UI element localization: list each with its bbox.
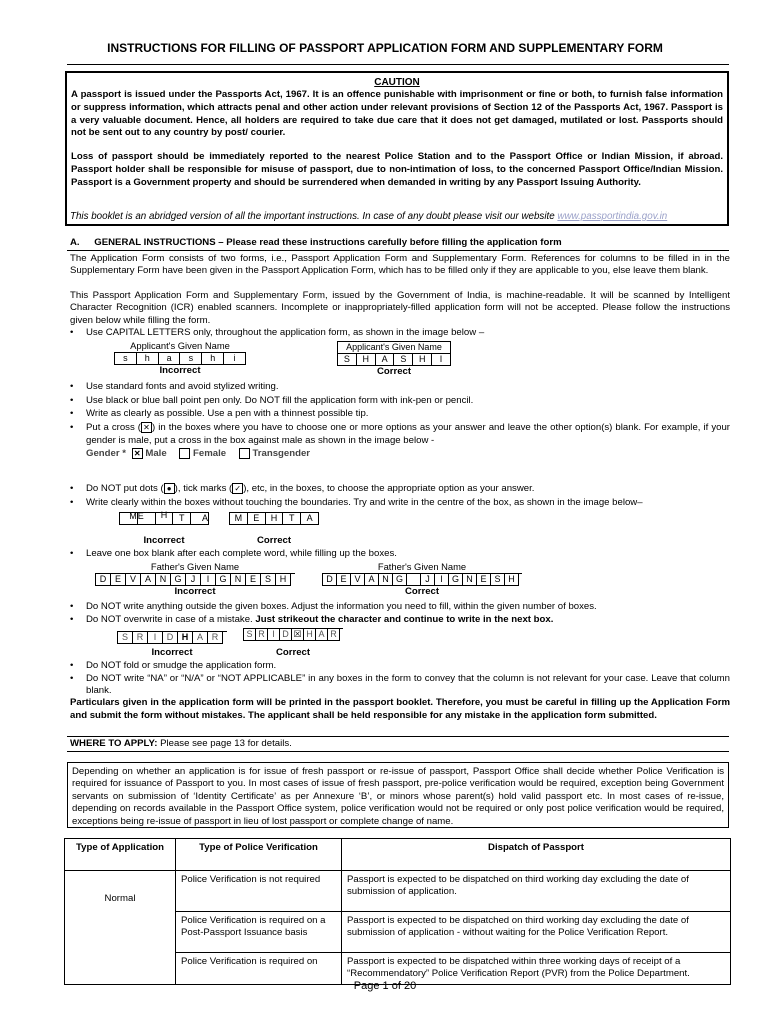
cell: J <box>421 574 435 586</box>
website-link[interactable]: www.passportindia.gov.in <box>557 211 668 222</box>
table-row <box>65 871 731 912</box>
dot-box-icon: ● <box>164 483 175 494</box>
cell: V <box>126 574 141 586</box>
label-incorrect: Incorrect <box>174 586 216 598</box>
gender-male-checkbox: ✕ <box>132 448 143 459</box>
cell: S <box>244 629 256 641</box>
gender-transgender: Transgender <box>252 448 311 460</box>
cell-verification: Police Verification is not required <box>176 871 342 912</box>
caution-para-1: A passport is issued under the Passports Act, 1967. It is an offence punishable with imprisonment or fine or both, to furnish false information or suppress information, which attracts penal and other action under relevant provisions of Section 12 of the Passports Act, 1967. Passport is a very valuable document. Hence, all holders are required to take due care that it does not get damaged, mutilated or lost. Passports should not be sent out to any country by post/ courier. <box>71 89 723 139</box>
label-correct: Correct <box>404 586 440 598</box>
booklet-note-text: This booklet is an abridged version of all the important instructions. In case of any doubt please visit our website <box>70 211 558 222</box>
cell: A <box>141 574 156 586</box>
cell: A <box>316 629 328 641</box>
cell: D <box>163 632 178 644</box>
cell: R <box>328 629 340 641</box>
section-a-heading <box>70 237 730 249</box>
gender-male: Male <box>145 448 167 460</box>
cell: S <box>491 574 505 586</box>
booklet-note <box>70 211 730 224</box>
bullet-clearly: • Write as clearly as possible. Use a pen with a thinnest possible tip. <box>70 408 730 420</box>
section-a-para-2: This Passport Application Form and Supplementary Form, issued by the Government of India, is machine-readable. It will be scanned by Intelligent Character Recognition (ICR) enabled scanners. Incomplete or inappropriately-filled application form will not be accepted. Please follow the instructions given below while filling the form. <box>70 290 730 326</box>
bullet-within: • Write clearly within the boxes without touching the boundaries. Try and write in the centre of the box, as shown in the image below– <box>70 497 730 509</box>
cell: T <box>283 513 301 525</box>
cell: i <box>224 353 246 365</box>
where-label: WHERE TO APPLY: <box>70 738 158 749</box>
cell: H <box>357 354 376 366</box>
cell: D <box>96 574 111 586</box>
cell: H <box>276 574 291 586</box>
example-incorrect-capital <box>114 340 246 378</box>
header-dispatch: Dispatch of Passport <box>342 839 731 871</box>
cell-dispatch: Passport is expected to be dispatched on third working day excluding the date of submission of application. <box>342 871 731 912</box>
cell: a <box>159 353 181 365</box>
bullet-cross: • Put a cross ( ✕ ) in the boxes where you have to choose one or more options as your answer and leave the other option(s) blank. For example, if your gender is male, put a cross in the box against male as shown in the image below - <box>70 422 730 447</box>
cell: h <box>137 353 159 365</box>
strikeout-cell-icon: ☒ <box>292 629 304 641</box>
gender-female-checkbox <box>179 448 190 459</box>
gender-example <box>86 448 310 461</box>
cell <box>407 574 421 586</box>
title-rule <box>67 64 729 65</box>
cell: N <box>231 574 246 586</box>
section-a-rule <box>67 250 729 251</box>
bullet-na: • Do NOT write “NA” or “N/A” or “NOT APPLICABLE” in any boxes in the form to convey that the column is not relevant for your case. Leave that column blank. <box>70 673 730 698</box>
correct-cells <box>337 354 451 366</box>
cell-dispatch: Passport is expected to be dispatched on third working day excluding the date of submission of application - without waiting for the Police Verification Report. <box>342 912 731 953</box>
cell: E <box>138 513 156 525</box>
cell: H <box>156 513 174 525</box>
cell: H <box>266 513 284 525</box>
cell: H <box>505 574 519 586</box>
cell: s <box>180 353 202 365</box>
cell: G <box>171 574 186 586</box>
label-correct: Correct <box>256 535 292 546</box>
cell: H <box>304 629 316 641</box>
section-a-title: GENERAL INSTRUCTIONS – Please read these instructions carefully before filling the application form <box>94 237 562 248</box>
particulars-note: Particulars given in the application form will be printed in the passport booklet. Therefore, you must be careful in filling up the Application Form and submit the form without mistakes. The applicant shall be held responsible for any mistake in the application form submitted. <box>70 697 730 721</box>
bullet-outside: • Do NOT write anything outside the given boxes. Adjust the information you need to fill, within the given number of boxes. <box>70 601 730 613</box>
cell: E <box>477 574 491 586</box>
cell: I <box>148 632 163 644</box>
incorrect-cells <box>114 352 246 365</box>
cell: I <box>435 574 449 586</box>
cell: N <box>379 574 393 586</box>
label-correct: Correct <box>275 647 311 658</box>
example-father-correct <box>322 561 522 599</box>
cell: A <box>376 354 395 366</box>
cell: J <box>186 574 201 586</box>
section-a-para-1: The Application Form consists of two forms, i.e., Passport Application Form and Supplementary Form. References for columns to be filled in in the Supplementary Form have been given in the Passport Application Form, which has to be filled only if they are applicable to you, else leave them blank. <box>70 253 730 277</box>
header-type-application: Type of Application <box>65 839 176 871</box>
cell-dispatch: Passport is expected to be dispatched within three working days of receipt of a “Recommendatory” Police Verification Report (PVR) from the Police Department. <box>342 953 731 985</box>
cell: h <box>202 353 224 365</box>
cell: D <box>323 574 337 586</box>
example-mehta-correct <box>229 512 319 547</box>
where-to-apply <box>67 736 729 752</box>
bullet-overwrite: • Do NOT overwrite in case of a mistake. Just strikeout the character and continue to write in the next box. <box>70 614 730 626</box>
cell: N <box>156 574 171 586</box>
cell: E <box>246 574 261 586</box>
caution-para-2: Loss of passport should be immediately reported to the nearest Police Station and to the Passport Office or Indian Mission, if abroad. Passport holder shall be responsible for misuse of passport, due to non-intimation of loss, to the concerned Passport Office/Indian Mission. Passport is a Government property and should be surrendered when demanded in writing by any Passport Issuing Authority. <box>71 151 723 188</box>
example-correct-capital <box>337 341 451 378</box>
cell: I <box>432 354 451 366</box>
label-incorrect: Incorrect <box>159 365 201 377</box>
example-father-incorrect <box>95 561 295 599</box>
bullet-blank: • Leave one box blank after each complete word, while filling up the boxes. <box>70 548 730 560</box>
cell: S <box>118 632 133 644</box>
cell: R <box>208 632 223 644</box>
bullet-fonts: • Use standard fonts and avoid stylized writing. <box>70 381 730 393</box>
cell: s <box>115 353 137 365</box>
header-type-verification: Type of Police Verification <box>176 839 342 871</box>
cell: A <box>301 513 319 525</box>
cell: T <box>173 513 191 525</box>
example-sridhar-incorrect <box>117 631 227 659</box>
example-mehta-incorrect <box>119 512 209 547</box>
bullet-capital: • Use CAPITAL LETTERS only, throughout the application form, as shown in the image below – <box>70 327 730 339</box>
label-correct: Correct <box>376 366 412 377</box>
father-label-incorrect: Father's Given Name <box>150 561 240 572</box>
tick-box-icon: ✓ <box>232 483 243 494</box>
cell: H <box>413 354 432 366</box>
page-title: INSTRUCTIONS FOR FILLING OF PASSPORT APPLICATION FORM AND SUPPLEMENTARY FORM <box>107 41 663 55</box>
cell: E <box>248 513 266 525</box>
cell-type-normal: Normal <box>65 871 176 985</box>
cell: R <box>256 629 268 641</box>
cross-box-icon: ✕ <box>141 422 152 433</box>
caution-box <box>65 71 729 226</box>
label-incorrect: Incorrect <box>143 535 185 546</box>
example-sridhar-correct <box>243 628 343 659</box>
verification-table <box>64 838 731 985</box>
gender-female: Female <box>193 448 227 460</box>
cell: R <box>133 632 148 644</box>
cell: E <box>337 574 351 586</box>
applicant-label-correct: Applicant's Given Name <box>337 341 451 354</box>
cell: G <box>449 574 463 586</box>
caution-heading: CAUTION <box>374 77 420 88</box>
cell: M <box>120 513 138 525</box>
cell: N <box>463 574 477 586</box>
cell: I <box>268 629 280 641</box>
father-label-correct: Father's Given Name <box>377 561 467 572</box>
cell: S <box>261 574 276 586</box>
gender-label: Gender * <box>86 448 126 460</box>
cell: E <box>111 574 126 586</box>
cell: I <box>201 574 216 586</box>
bullet-dots: • Do NOT put dots ( ● ), tick marks ( ✓ ), etc, in the boxes, to choose the appropriate option as your answer. <box>70 483 730 496</box>
cell: M <box>230 513 248 525</box>
bullet-pen: • Use black or blue ball point pen only. Do NOT fill the application form with ink-pen or pencil. <box>70 395 730 407</box>
cell: G <box>216 574 231 586</box>
bullet-fold: • Do NOT fold or smudge the application form. <box>70 660 730 672</box>
verification-box: Depending on whether an application is for issue of fresh passport or re-issue of passport, Passport Office shall decide whether Police Verification is required for issuance of Passport to you. In most cases of issue of fresh passport, pre-police verification would be required, exception being Government servants on submission of ‘Identity Certificate’ as per Annexure ‘B’, or minors whose parent(s) hold valid passport etc. In most cases of re-issue, depending on records available in the Passport Office system, police verification would not be required or only post police verification would be required, exceptions being re-issue of passport in lieu of lost passport or complete change of name. <box>67 762 729 828</box>
section-a-label: A. <box>70 237 80 248</box>
applicant-label-incorrect: Applicant's Given Name <box>130 340 230 351</box>
where-text: Please see page 13 for details. <box>157 738 292 749</box>
cell: D <box>280 629 292 641</box>
cell: H <box>178 632 193 644</box>
cell: S <box>394 354 413 366</box>
cell-verification: Police Verification is required on a Post-Passport Issuance basis <box>176 912 342 953</box>
cell: A <box>193 632 208 644</box>
cell: S <box>338 354 357 366</box>
cell: V <box>351 574 365 586</box>
cell: A <box>365 574 379 586</box>
page-number: Page 1 of 20 <box>353 980 417 992</box>
gender-transgender-checkbox <box>239 448 250 459</box>
cell: A <box>191 513 209 525</box>
cell: G <box>393 574 407 586</box>
cell-verification: Police Verification is required on <box>176 953 342 985</box>
table-header-row <box>65 839 731 871</box>
label-incorrect: Incorrect <box>151 647 193 658</box>
